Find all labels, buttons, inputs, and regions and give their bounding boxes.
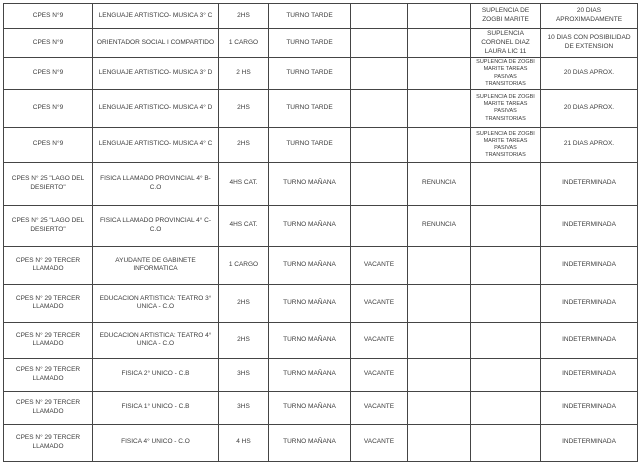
cell-hours: 1 CARGO <box>219 29 269 58</box>
cell-duration: INDETERMINADA <box>541 322 638 358</box>
cell-vacante: VACANTE <box>351 358 408 391</box>
table-row <box>4 246 638 284</box>
cell-renuncia: RENUNCIA <box>408 162 471 205</box>
cell-vacante <box>351 4 408 29</box>
table-row <box>4 127 638 162</box>
cell-duration: INDETERMINADA <box>541 162 638 205</box>
cell-suplencia <box>471 246 541 284</box>
cell-shift: TURNO TARDE <box>269 127 351 162</box>
table-row <box>4 322 638 358</box>
table-row <box>4 4 638 29</box>
cell-hours: 2HS <box>219 322 269 358</box>
table-row <box>4 29 638 58</box>
cell-school: CPES N° 29 TERCER LLAMADO <box>4 284 93 322</box>
cell-shift: TURNO MAÑANA <box>269 246 351 284</box>
cell-renuncia <box>408 391 471 424</box>
cell-subject: FISICA LLAMADO PROVINCIAL 4° C- C.O <box>93 205 219 246</box>
cell-shift: TURNO TARDE <box>269 58 351 90</box>
cell-subject: ORIENTADOR SOCIAL I COMPARTIDO <box>93 29 219 58</box>
cell-renuncia <box>408 284 471 322</box>
cell-renuncia <box>408 4 471 29</box>
cell-school: CPES N°9 <box>4 127 93 162</box>
cell-subject: EDUCACION ARTISTICA: TEATRO 4° UNICA - C.O <box>93 322 219 358</box>
cell-subject: FISICA 4° UNICO - C.O <box>93 424 219 461</box>
cell-hours: 4 HS <box>219 424 269 461</box>
cell-duration: 20 DIAS APROXIMADAMENTE <box>541 4 638 29</box>
cell-school: CPES N° 29 TERCER LLAMADO <box>4 391 93 424</box>
cell-subject: FISICA 1° UNICO - C.B <box>93 391 219 424</box>
cell-school: CPES N°9 <box>4 4 93 29</box>
cell-duration: INDETERMINADA <box>541 205 638 246</box>
cell-subject: AYUDANTE DE GABINETE INFORMATICA <box>93 246 219 284</box>
cell-vacante <box>351 127 408 162</box>
positions-table-body <box>4 4 638 462</box>
cell-renuncia <box>408 58 471 90</box>
cell-suplencia: SUPLENCIA CORONEL DIAZ LAURA LIC 11 <box>471 29 541 58</box>
cell-hours: 2 HS <box>219 58 269 90</box>
cell-vacante <box>351 205 408 246</box>
cell-school: CPES N°9 <box>4 89 93 127</box>
cell-vacante: VACANTE <box>351 391 408 424</box>
table-row <box>4 391 638 424</box>
cell-duration: INDETERMINADA <box>541 284 638 322</box>
cell-duration: 20 DIAS APROX. <box>541 58 638 90</box>
table-row <box>4 205 638 246</box>
cell-school: CPES N°9 <box>4 29 93 58</box>
cell-subject: EDUCACION ARTISTICA: TEATRO 3° UNICA - C.O <box>93 284 219 322</box>
cell-suplencia <box>471 205 541 246</box>
cell-subject: FISICA LLAMADO PROVINCIAL 4° B- C.O <box>93 162 219 205</box>
cell-shift: TURNO MAÑANA <box>269 205 351 246</box>
cell-duration: 20 DIAS APROX. <box>541 89 638 127</box>
cell-school: CPES N° 29 TERCER LLAMADO <box>4 246 93 284</box>
table-row <box>4 424 638 461</box>
cell-shift: TURNO MAÑANA <box>269 391 351 424</box>
cell-vacante: VACANTE <box>351 284 408 322</box>
cell-hours: 2HS <box>219 127 269 162</box>
cell-renuncia <box>408 127 471 162</box>
cell-shift: TURNO TARDE <box>269 89 351 127</box>
cell-suplencia <box>471 424 541 461</box>
cell-school: CPES N° 29 TERCER LLAMADO <box>4 358 93 391</box>
cell-vacante <box>351 29 408 58</box>
table-row <box>4 358 638 391</box>
cell-school: CPES N° 29 TERCER LLAMADO <box>4 322 93 358</box>
cell-suplencia <box>471 322 541 358</box>
cell-shift: TURNO MAÑANA <box>269 162 351 205</box>
cell-vacante: VACANTE <box>351 322 408 358</box>
cell-hours: 4HS CAT. <box>219 205 269 246</box>
cell-suplencia: SUPLENCIA DE ZOGBI MARITE TAREAS PASIVAS TRANSITORIAS <box>471 58 541 90</box>
cell-vacante <box>351 58 408 90</box>
cell-school: CPES N° 29 TERCER LLAMADO <box>4 424 93 461</box>
table-row <box>4 162 638 205</box>
cell-suplencia <box>471 391 541 424</box>
table-row <box>4 58 638 90</box>
cell-renuncia <box>408 89 471 127</box>
cell-suplencia <box>471 284 541 322</box>
cell-shift: TURNO TARDE <box>269 4 351 29</box>
cell-renuncia: RENUNCIA <box>408 205 471 246</box>
cell-renuncia <box>408 358 471 391</box>
positions-table <box>3 3 638 462</box>
cell-hours: 3HS <box>219 358 269 391</box>
cell-hours: 1 CARGO <box>219 246 269 284</box>
cell-suplencia: SUPLENCIA DE ZOGBI MARITE TAREAS PASIVAS TRANSITORIAS <box>471 89 541 127</box>
cell-subject: LENGUAJE ARTISTICO- MUSICA 4° C <box>93 127 219 162</box>
cell-duration: INDETERMINADA <box>541 358 638 391</box>
cell-duration: 21 DIAS APROX. <box>541 127 638 162</box>
cell-subject: FISICA 2° UNICO - C.B <box>93 358 219 391</box>
cell-renuncia <box>408 322 471 358</box>
cell-shift: TURNO MAÑANA <box>269 424 351 461</box>
cell-vacante: VACANTE <box>351 246 408 284</box>
cell-hours: 2HS <box>219 89 269 127</box>
cell-shift: TURNO MAÑANA <box>269 322 351 358</box>
cell-suplencia <box>471 358 541 391</box>
cell-subject: LENGUAJE ARTISTICO- MUSICA 3° D <box>93 58 219 90</box>
cell-renuncia <box>408 29 471 58</box>
cell-shift: TURNO MAÑANA <box>269 284 351 322</box>
cell-duration: 10 DIAS CON POSIBILIDAD DE EXTENSION <box>541 29 638 58</box>
cell-suplencia: SUPLENCIA DE ZOGBI MARITE TAREAS PASIVAS TRANSITORIAS <box>471 127 541 162</box>
cell-school: CPES N° 25 "LAGO DEL DESIERTO" <box>4 205 93 246</box>
cell-hours: 2HS <box>219 4 269 29</box>
cell-duration: INDETERMINADA <box>541 424 638 461</box>
cell-school: CPES N°9 <box>4 58 93 90</box>
cell-duration: INDETERMINADA <box>541 246 638 284</box>
cell-vacante <box>351 162 408 205</box>
cell-hours: 4HS CAT. <box>219 162 269 205</box>
cell-subject: LENGUAJE ARTISTICO- MUSICA 4° D <box>93 89 219 127</box>
cell-suplencia: SUPLENCIA DE ZOGBI MARITE <box>471 4 541 29</box>
table-row <box>4 284 638 322</box>
cell-suplencia <box>471 162 541 205</box>
cell-renuncia <box>408 424 471 461</box>
table-row <box>4 89 638 127</box>
cell-school: CPES N° 25 "LAGO DEL DESIERTO" <box>4 162 93 205</box>
cell-renuncia <box>408 246 471 284</box>
cell-shift: TURNO MAÑANA <box>269 358 351 391</box>
cell-duration: INDETERMINADA <box>541 391 638 424</box>
cell-vacante <box>351 89 408 127</box>
cell-vacante: VACANTE <box>351 424 408 461</box>
cell-hours: 2HS <box>219 284 269 322</box>
cell-subject: LENGUAJE ARTISTICO- MUSICA 3° C <box>93 4 219 29</box>
cell-hours: 3HS <box>219 391 269 424</box>
cell-shift: TURNO TARDE <box>269 29 351 58</box>
